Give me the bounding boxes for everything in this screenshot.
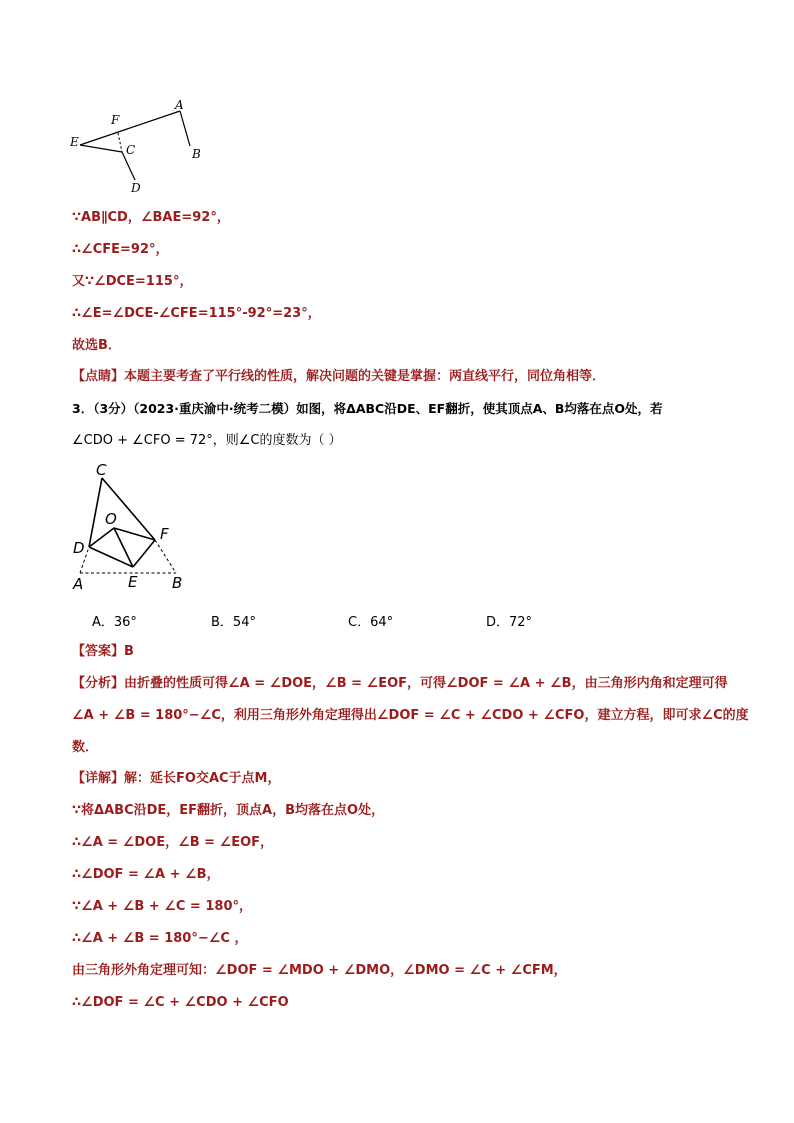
detail-line-5: ∴∠A + ∠B = 180°−∠C ，: [72, 931, 248, 946]
label-e: E: [128, 573, 138, 591]
detail-line-7: ∴∠DOF = ∠C + ∠CDO + ∠CFO: [72, 995, 289, 1010]
prev-solution-line-3: 又∵∠DCE=115°，: [72, 274, 193, 289]
question-3-line-1: 3．（3分）（2023·重庆渝中·统考二模）如图，将ΔABC沿DE、EF翻折，使其顶点A、B均落在点O处，若: [72, 401, 663, 416]
prev-solution-line-4: ∴∠E=∠DCE-∠CFE=115°-92°=23°，: [72, 306, 321, 321]
option-d[interactable]: D．72°: [486, 615, 533, 630]
detail-intro: 解：延长FO交AC于点M，: [124, 771, 281, 786]
analysis-line-2: ∠A + ∠B = 180°−∠C，利用三角形外角定理得出∠DOF = ∠C + ∠CDO + ∠CFO，建立方程，即可求∠C的度: [72, 708, 749, 723]
label-c: C: [96, 461, 107, 479]
label-b: B: [192, 147, 201, 161]
detail-tag: 【详解】: [72, 771, 125, 786]
analysis-line-3: 数．: [72, 740, 99, 755]
label-f: F: [160, 525, 169, 543]
option-a[interactable]: A．36°: [92, 615, 137, 630]
label-b: B: [172, 574, 183, 592]
label-a: A: [175, 98, 184, 112]
label-c: C: [126, 143, 136, 157]
option-b[interactable]: B．54°: [211, 615, 256, 630]
detail-line-1: ∵将ΔABC沿DE，EF翻折，顶点A，B均落在点O处，: [72, 803, 385, 818]
detail-line-intro: [72, 770, 281, 788]
figure-parallel-lines: [64, 96, 214, 196]
segment-oe: [114, 528, 133, 567]
segment-ab: [180, 111, 190, 146]
analysis-text-1: 由折叠的性质可得∠A = ∠DOE，∠B = ∠EOF，可得∠DOF = ∠A + ∠B，由三角形内角和定理可得: [124, 676, 728, 691]
segment-fc-dashed: [118, 133, 122, 152]
detail-line-6-text: 由三角形外角定理可知：: [72, 963, 216, 978]
comment-text: 本题主要考查了平行线的性质，解决问题的关键是掌握：两直线平行，同位角相等．: [124, 369, 606, 384]
answer-line: [72, 643, 134, 661]
label-a: A: [73, 575, 84, 593]
detail-line-4: ∵∠A + ∠B + ∠C = 180°，: [72, 899, 252, 914]
label-d: D: [73, 539, 85, 557]
segment-ef: [133, 540, 155, 567]
detail-line-6-math: ∠DOF = ∠MDO + ∠DMO，∠DMO = ∠C + ∠CFM，: [215, 963, 567, 978]
detail-line-2: ∴∠A = ∠DOE，∠B = ∠EOF，: [72, 835, 274, 850]
label-d: D: [131, 181, 141, 195]
label-f: F: [111, 113, 120, 127]
comment-tag: 【点睛】: [72, 369, 125, 384]
option-c[interactable]: C．64°: [348, 615, 394, 630]
segment-ea: [80, 111, 180, 145]
segment-ec: [80, 145, 122, 152]
figure-folded-triangle: [64, 460, 196, 594]
detail-line-3: ∴∠DOF = ∠A + ∠B，: [72, 867, 220, 882]
segment-de: [89, 547, 133, 567]
answer-tag: 【答案】: [72, 644, 125, 659]
segment-fb-dashed: [155, 540, 176, 573]
detail-line-6: [72, 962, 567, 980]
label-o: O: [105, 510, 117, 528]
prev-solution-line-1: ∵AB∥CD，∠BAE=92°，: [72, 210, 230, 225]
comment-line: [72, 368, 605, 386]
analysis-tag: 【分析】: [72, 676, 125, 691]
answer-value: B: [124, 644, 134, 659]
analysis-line-1: [72, 675, 728, 693]
question-3-line-2: ∠CDO + ∠CFO = 72°，则∠C的度数为（ ）: [72, 433, 342, 448]
label-e: E: [70, 135, 79, 149]
prev-solution-line-5: 故选B．: [72, 338, 121, 353]
prev-solution-line-2: ∴∠CFE=92°，: [72, 242, 169, 257]
segment-cd: [89, 478, 102, 547]
